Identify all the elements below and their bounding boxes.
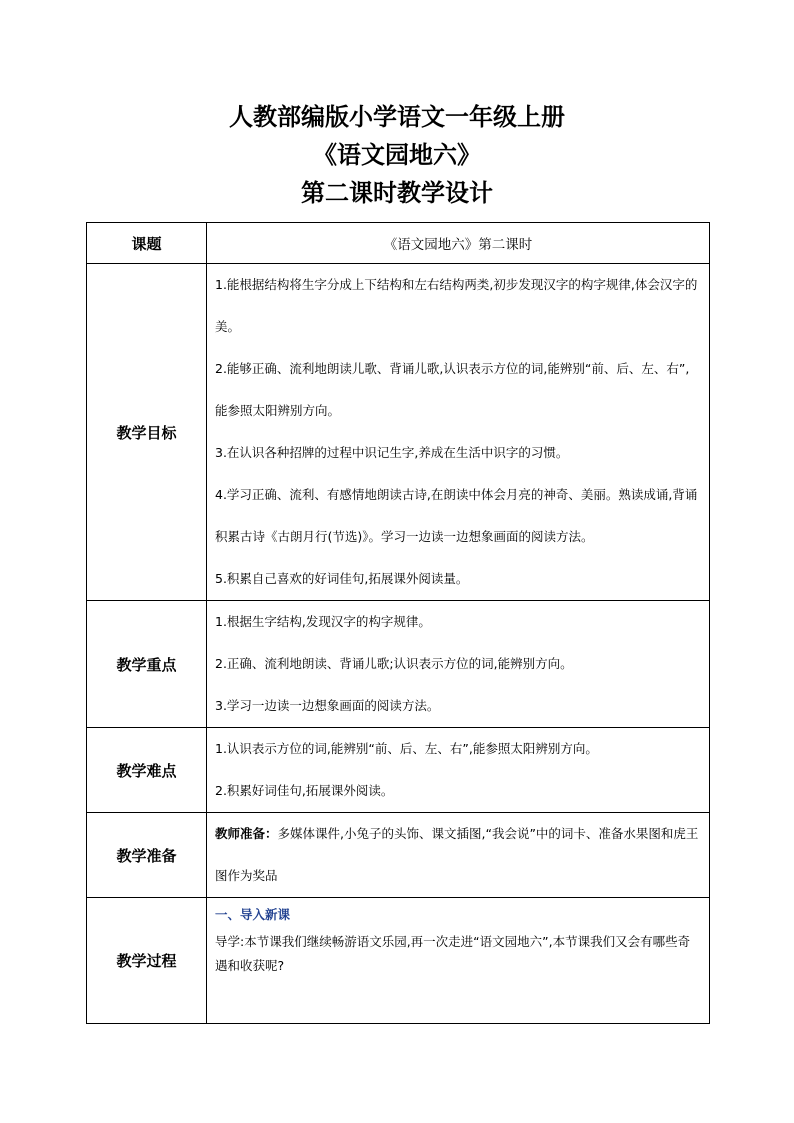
preparation-label: 教学准备 [87,813,207,898]
goal-item: 4.学习正确、流利、有感情地朗读古诗,在朗读中体会月亮的神奇、美丽。熟读成诵,背诵积累古诗《古朗月行(节选)》。学习一边读一边想象画面的阅读方法。 [215,487,698,544]
goal-item: 2.能够正确、流利地朗读儿歌、背诵儿歌,认识表示方位的词,能辨别“前、后、左、右”,能参照太阳辨别方向。 [215,361,690,418]
key-point-item: 3.学习一边读一边想象画面的阅读方法。 [215,698,440,713]
difficulty-item: 2.积累好词佳句,拓展课外阅读。 [215,783,394,798]
preparation-text [215,813,701,897]
lesson-plan-table [86,222,710,1024]
key-points-label: 教学重点 [87,601,207,728]
process-section-title: 一、导入新课 [215,907,291,922]
table-row-topic [87,223,710,264]
goals-label: 教学目标 [87,264,207,601]
topic-label: 课题 [87,223,207,264]
process-content [207,898,710,1024]
table-row-difficulties [87,728,710,813]
title-line-1: 人教部编版小学语文一年级上册 [229,103,565,131]
goal-item: 3.在认识各种招牌的过程中识记生字,养成在生活中识字的习惯。 [215,445,569,460]
title-line-2: 《语文园地六》 [313,141,481,169]
process-label: 教学过程 [87,898,207,1024]
table-row-preparation [87,813,710,898]
preparation-body: 多媒体课件,小兔子的头饰、课文插图,“我会说”中的词卡、准备水果图和虎王图作为奖品 [215,826,699,883]
goal-item: 5.积累自己喜欢的好词佳句,拓展课外阅读量。 [215,571,469,586]
goals-content [207,264,710,601]
table-row-key-points [87,601,710,728]
title-line-3: 第二课时教学设计 [301,179,493,207]
topic-value: 《语文园地六》第二课时 [207,223,710,264]
difficulties-label: 教学难点 [87,728,207,813]
document-title [0,98,794,212]
preparation-content [207,813,710,898]
goal-item: 1.能根据结构将生字分成上下结构和左右结构两类,初步发现汉字的构字规律,体会汉字的美。 [215,277,698,334]
key-point-item: 1.根据生字结构,发现汉字的构字规律。 [215,614,431,629]
table-row-process [87,898,710,1024]
key-points-content [207,601,710,728]
preparation-prefix: 教师准备： [215,826,278,841]
key-point-item: 2.正确、流利地朗读、背诵儿歌;认识表示方位的词,能辨别方向。 [215,656,573,671]
table-row-goals [87,264,710,601]
process-text: 导学:本节课我们继续畅游语文乐园,再一次走进“语文园地六”,本节课我们又会有哪些奇遇和收获呢? [215,934,691,973]
difficulty-item: 1.认识表示方位的词,能辨别“前、后、左、右”,能参照太阳辨别方向。 [215,741,598,756]
difficulties-content [207,728,710,813]
